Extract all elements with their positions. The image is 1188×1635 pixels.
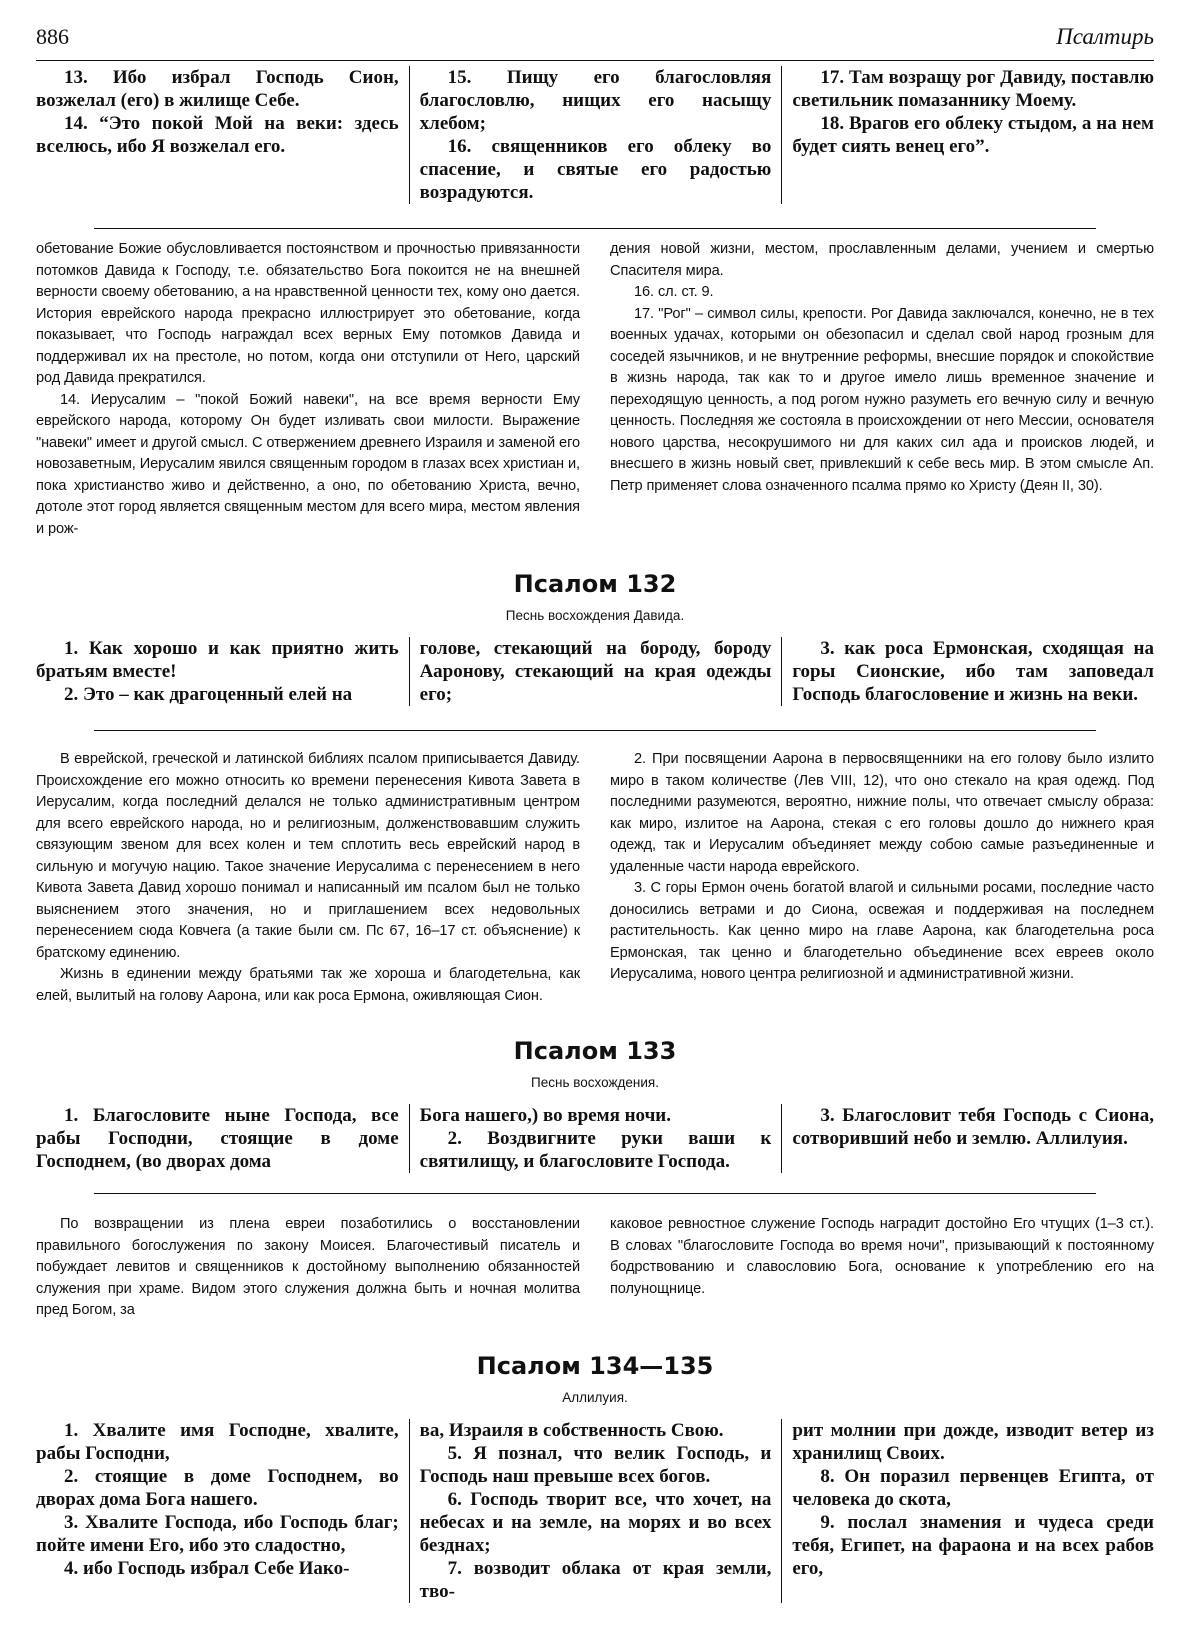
- commentary-paragraph: обетование Божие обусловливается постоянством и прочностью привязанности потомков Давида к Господу, т.е. обязательство Бога покоится не на внешней верности своему обетованию, а на нравственной ценности тех, кому оно дается. История еврейского народа прекрасно иллюстрирует это обетование, когда показывает, что Господь награждал всех верных Ему потомков Давида и поддерживал их на престоле, но потом, когда они отступили от Него, царский род Давида прекратился.: [36, 241, 580, 386]
- verse: 14. “Это покой Мой на веки: здесь вселюсь, ибо Я возжелал его.: [36, 113, 399, 157]
- verse-column: [409, 66, 782, 204]
- ps133-commentary: [36, 1214, 1154, 1322]
- psalm-134-135-title: Псалом 134—135: [476, 1351, 714, 1380]
- running-header: [36, 22, 1154, 61]
- verse-column: [36, 1104, 409, 1173]
- verse: 2. стоящие в доме Господнем, во дворах дома Бога нашего.: [36, 1465, 399, 1510]
- verse: 3. Хвалите Господа, ибо Господь благ; пойте имени Его, ибо это сладостно,: [36, 1511, 399, 1556]
- verse: 1. Хвалите имя Господне, хвалите, рабы Господни,: [36, 1419, 399, 1464]
- book-title: Псалтирь: [1056, 24, 1154, 49]
- commentary-paragraph: Жизнь в единении между братьями так же хороша и благодетельна, как елей, вылитый на голову Аарона, или как роса Ермона, оживляющая Сион.: [36, 966, 580, 1004]
- verse-column: [36, 637, 409, 706]
- commentary-column-right: [610, 239, 1154, 540]
- verse: 4. ибо Господь избрал Себе Иако-: [64, 1557, 350, 1579]
- divider-rule: [94, 730, 1096, 731]
- ps132-verses: [36, 637, 1154, 706]
- commentary-paragraph: В еврейской, греческой и латинской библиях псалом приписывается Давиду. Происхождение его можно относить ко времени перенесения Кивота Завета в Иерусалим, когда последний делался не только административным центром для всего еврейского народа, но и религиозным, долженствовавшим служить связующим звеном для всех колен и тем сплотить весь еврейский народ в сильную и могучую нацию. Такое значение Иерусалима с перенесением в него Кивота Завета Давид хорошо понимал и написанный им псалом был не только выяснением этого значения, но и приглашением всех недовольных перенесением сюда Ковчега (а такие были см. Пс 67, 16–17 ст. объяснение) к братскому единению.: [36, 751, 580, 961]
- commentary-column-right: [610, 1214, 1154, 1322]
- verse: 6. Господь творит все, что хочет, на небесах и на земле, на морях и во всех безднах;: [419, 1488, 772, 1556]
- ps131-commentary: [36, 239, 1154, 540]
- verse: 7. возводит облака от края земли, тво-: [419, 1557, 772, 1602]
- verse: 13. Ибо избрал Господь Сион, возжелал (его) в жилище Себе.: [36, 67, 399, 111]
- psalm-132-title: Псалом 132: [513, 570, 677, 598]
- verse: ва, Израиля в собственность Свою.: [419, 1419, 724, 1441]
- commentary-paragraph: По возвращении из плена евреи позаботились о восстановлении правильного богослужения по закону Моисея. Благочестивый писатель и побуждает левитов и священников к достойному выполнению обязанностей служения при храме. Видом этого служения должна быть и ночная молитва пред Богом, за: [36, 1216, 580, 1318]
- commentary-column-left: [36, 1214, 580, 1322]
- verse: рит молнии при дожде, изводит ветер из хранилищ Своих.: [792, 1419, 1154, 1464]
- verse: 1. Благословите ныне Господа, все рабы Господни, стоящие в доме Господнем, (во дворах дома: [36, 1105, 399, 1172]
- verse: 1. Как хорошо и как приятно жить братьям вместе!: [36, 638, 399, 682]
- commentary-paragraph: 14. Иерусалим – "покой Божий навеки", на все время верности Ему еврейского народа, которому Он будет изливать свои милости. Выражение "навеки" имеет и другой смысл. С отвержением древнего Израиля и заменой его новозаветным, Иерусалим явился священным городом в глазах всех христиан и, пока христианство живо и действенно, а оно, по обетованию Христа, вечно, дотоле этот город является священным местом для всего мира, местом явления и рож-: [36, 391, 580, 537]
- commentary-paragraph: каковое ревностное служение Господь наградит достойно Его чтущих (1–3 ст.). В словах "благословите Господа во время ночи", призывающий к постоянному бодрствованию и славословию Бога, основание к употреблению его на полунощнице.: [610, 1216, 1154, 1297]
- verse-column: [36, 1419, 409, 1603]
- ps131-verses: [36, 66, 1154, 204]
- psalm-133-subtitle: Песнь восхождения.: [531, 1075, 659, 1090]
- commentary-column-left: [36, 239, 580, 540]
- psalm-132-subtitle: Песнь восхождения Давида.: [505, 608, 685, 623]
- verse: 5. Я познал, что велик Господь, и Господь наш превыше всех богов.: [419, 1442, 772, 1487]
- commentary-paragraph: 16. сл. ст. 9.: [634, 284, 714, 300]
- divider-rule: [94, 1193, 1096, 1194]
- psalm-134-135-subtitle: Аллилуия.: [562, 1389, 628, 1405]
- ps133-verses: [36, 1104, 1154, 1173]
- commentary-column-left: [36, 749, 580, 1007]
- verse-column: [781, 1104, 1154, 1173]
- verse-column: [409, 1104, 782, 1173]
- verse-column: [781, 637, 1154, 706]
- verse: 18. Врагов его облеку стыдом, а на нем будет сиять венец его”.: [792, 113, 1154, 157]
- verse: 15. Пищу его благословляя благословлю, нищих его насыщу хлебом;: [419, 67, 772, 134]
- verse: 3. как роса Ермонская, сходящая на горы Сионские, ибо там заповедал Господь благословение и жизнь на веки.: [792, 638, 1154, 705]
- verse-column: [781, 1419, 1154, 1603]
- commentary-column-right: [610, 749, 1154, 1007]
- verse: 8. Он поразил первенцев Египта, от человека до скота,: [792, 1465, 1154, 1510]
- verse-column: [409, 637, 782, 706]
- commentary-paragraph: дения новой жизни, местом, прославленным делами, учением и смертью Спасителя мира.: [610, 241, 1154, 279]
- verse-column: [409, 1419, 782, 1603]
- verse: Бога нашего,) во время ночи.: [419, 1105, 671, 1126]
- verse-column: [781, 66, 1154, 204]
- verse: 17. Там возращу рог Давиду, поставлю светильник помазаннику Моему.: [792, 67, 1154, 111]
- verse: 3. Благословит тебя Господь с Сиона, сотворивший небо и землю. Аллилуия.: [792, 1105, 1154, 1149]
- verse: голове, стекающий на бороду, бороду Ааронову, стекающий на края одежды его;: [419, 638, 772, 705]
- verse: 9. послал знамения и чудеса среди тебя, Египет, на фараона и на всех рабов его,: [792, 1511, 1154, 1579]
- verse: 2. Воздвигните руки ваши к святилищу, и благословите Господа.: [419, 1128, 772, 1172]
- divider-rule: [94, 228, 1096, 229]
- verse-column: [36, 66, 409, 204]
- psalm-133-title: Псалом 133: [513, 1037, 677, 1065]
- commentary-paragraph: 17. "Рог" – символ силы, крепости. Рог Давида заключался, конечно, не в тех военных удачах, которыми он обезопасил и сделал свой народ грозным для соседей язычников, и не внутренние реформы, внесшие порядок и спокойствие в жизнь народа, так как то и другое имело лишь временное значение и переходящую ценность, а под рогом нужно разуметь его вечную силу и вечную ценность. Последняя же состояла в происхождении от него Мессии, основателя нового царства, несокрушимого ни для каких сил ада и происков людей, и внесшего в жизнь новый свет, привлекший к себе весь мир. В этом смысле Ап. Петр применяет слова означенного псалма прямо ко Христу (Деян II, 30).: [610, 305, 1154, 494]
- commentary-paragraph: 3. С горы Ермон очень богатой влагой и сильными росами, последние часто доносились ветрами и до Сиона, освежая и поддерживая на последнем растительность. Как ценно миро на главе Аарона, как благодетельна роса Ермонская, так ценно и благодетельно объединение всех евреев около Иерусалима, нового центра религиозной и административной жизни.: [610, 880, 1154, 982]
- verse: 16. священников его облеку во спасение, и святые его радостью возрадуются.: [419, 136, 772, 203]
- commentary-paragraph: 2. При посвящении Аарона в первосвященники на его голову было излито миро в таком количестве (Лев VIII, 12), что оно стекало на края одежд. Под последними разумеются, вероятно, нижние полы, что отвечает смыслу образа: как миро, излитое на Аарона, стекая с его головы дошло до нижнего края одежд, так и Иерусалим объединяет между собою самые разъединенные и удаленные части народа еврейского.: [610, 751, 1154, 875]
- ps132-commentary: [36, 749, 1154, 1007]
- page-number: 886: [36, 24, 69, 49]
- ps134-verses: [36, 1419, 1154, 1603]
- verse: 2. Это – как драгоценный елей на: [64, 684, 353, 705]
- book-page: [36, 22, 1154, 1603]
